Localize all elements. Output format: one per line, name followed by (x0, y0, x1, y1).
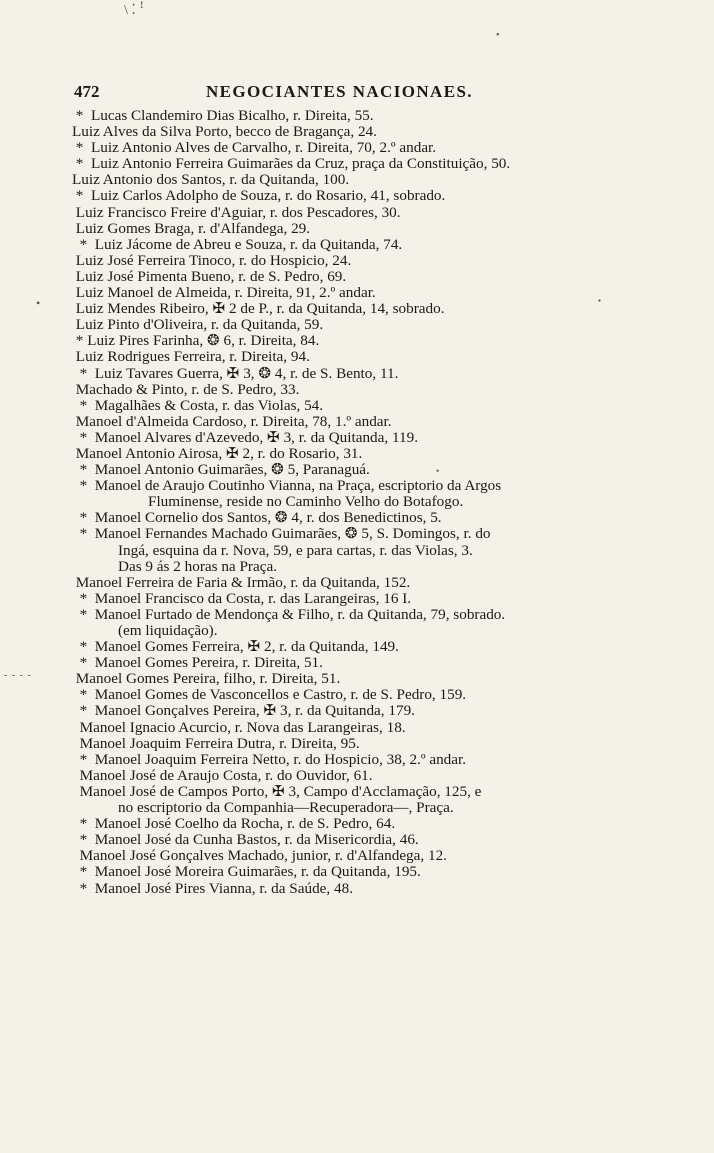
merchant-entry (72, 269, 672, 285)
merchant-entry (72, 253, 672, 269)
merchant-entry (72, 703, 672, 719)
entry-text: * Manoel José da Cunha Bastos, r. da Misericordia, 46. (72, 831, 419, 849)
merchant-entry (72, 655, 672, 671)
entry-text: * Magalhães & Costa, r. das Violas, 54. (72, 396, 324, 414)
entry-text: * Luiz Jácome de Abreu e Souza, r. da Quitanda, 74. (72, 235, 403, 253)
entry-text: * Manoel Cornelio dos Santos, ❂ 4, r. dos Benedictinos, 5. (72, 509, 442, 527)
entry-text: * Manoel José Coelho da Rocha, r. de S. Pedro, 64. (72, 815, 396, 833)
entry-text: Manoel Gomes Pereira, filho, r. Direita, 51. (72, 670, 341, 688)
entry-text: Manoel d'Almeida Cardoso, r. Direita, 78, 1.º andar. (72, 412, 392, 430)
entry-text: * Manoel Francisco da Costa, r. das Larangeiras, 16 I. (72, 589, 412, 607)
entry-text: * Luiz Antonio Ferreira Guimarães da Cruz, praça da Constituição, 50. (72, 155, 511, 173)
merchant-entry (72, 108, 672, 124)
entry-text: * Manoel Gomes Pereira, r. Direita, 51. (72, 654, 323, 672)
entry-text: * Manoel Gomes Ferreira, ✠ 2, r. da Quitanda, 149. (72, 638, 399, 656)
merchant-entry (72, 366, 672, 382)
merchant-entry (72, 607, 672, 623)
merchant-entry (72, 687, 672, 703)
entry-text: * Luiz Carlos Adolpho de Souza, r. do Rosario, 41, sobrado. (72, 187, 446, 205)
merchant-entry (72, 333, 672, 349)
entry-text: Luiz Pinto d'Oliveira, r. da Quitanda, 59. (72, 316, 324, 334)
entry-text: Machado & Pinto, r. de S. Pedro, 33. (72, 380, 300, 398)
ink-dot: ▪ (598, 296, 601, 305)
merchant-list (72, 108, 672, 897)
merchant-entry (72, 881, 672, 897)
merchant-entry (72, 478, 672, 494)
entry-text: Luiz Antonio dos Santos, r. da Quitanda, 100. (72, 171, 350, 189)
merchant-entry (72, 832, 672, 848)
entry-text: Fluminense, reside no Caminho Velho do Botafogo. (148, 493, 464, 511)
merchant-entry (72, 124, 672, 140)
entry-text: * Manoel Gomes de Vasconcellos e Castro, r. de S. Pedro, 159. (72, 686, 467, 704)
entry-text: Luiz Francisco Freire d'Aguiar, r. dos Pescadores, 30. (72, 203, 401, 221)
ink-dot: • (36, 296, 41, 310)
entry-text: (em liquidação). (118, 622, 218, 639)
running-title: NEGOCIANTES NACIONAES. (206, 82, 473, 101)
merchant-entry (72, 864, 672, 880)
entry-text: Manoel Ignacio Acurcio, r. Nova das Larangeiras, 18. (72, 718, 406, 736)
ink-dot: • (436, 466, 440, 476)
merchant-entry (72, 462, 672, 478)
page-number: 472 (74, 82, 100, 101)
entry-continuation-line (72, 559, 672, 575)
entry-text: Das 9 ás 2 horas na Praça. (118, 557, 277, 575)
entry-text: Luiz Gomes Braga, r. d'Alfandega, 29. (72, 219, 311, 237)
ink-dot: • (496, 30, 500, 41)
entry-text: Manoel Ferreira de Faria & Irmão, r. da Quitanda, 152. (72, 573, 411, 591)
page-header (74, 82, 634, 104)
entry-text: Manoel José de Araujo Costa, r. do Ouvidor, 61. (72, 766, 373, 784)
entry-continuation-line (72, 494, 672, 510)
merchant-entry (72, 510, 672, 526)
entry-text: * Lucas Clandemiro Dias Bicalho, r. Direita, 55. (72, 107, 374, 124)
entry-text: Manoel Antonio Airosa, ✠ 2, r. do Rosario, 31. (72, 444, 363, 462)
entry-text: * Manoel Joaquim Ferreira Netto, r. do Hospicio, 38, 2.º andar. (72, 750, 467, 768)
merchant-entry (72, 317, 672, 333)
merchant-entry (72, 816, 672, 832)
entry-text: Ingá, esquina da r. Nova, 59, e para cartas, r. das Violas, 3. (118, 541, 473, 559)
merchant-entry (72, 446, 672, 462)
entry-text: * Luiz Antonio Alves de Carvalho, r. Direita, 70, 2.º andar. (72, 139, 437, 157)
merchant-entry (72, 591, 672, 607)
merchant-entry (72, 221, 672, 237)
merchant-entry (72, 205, 672, 221)
merchant-entry (72, 430, 672, 446)
entry-text: Luiz José Ferreira Tinoco, r. do Hospicio, 24. (72, 251, 352, 269)
merchant-entry (72, 301, 672, 317)
merchant-entry (72, 526, 672, 542)
merchant-entry (72, 172, 672, 188)
entry-text: * Manoel Antonio Guimarães, ❂ 5, Paranaguá. (72, 461, 370, 479)
entry-text: Luiz Manoel de Almeida, r. Direita, 91, 2.º andar. (72, 284, 376, 302)
merchant-entry (72, 720, 672, 736)
merchant-entry (72, 768, 672, 784)
entry-text: * Luiz Tavares Guerra, ✠ 3, ❂ 4, r. de S. Bento, 11. (72, 364, 399, 382)
entry-text: Luiz Mendes Ribeiro, ✠ 2 de P., r. da Quitanda, 14, sobrado. (72, 300, 445, 318)
entry-text: no escriptorio da Companhia—Recuperadora—, Praça. (118, 799, 454, 817)
entry-text: * Manoel José Pires Vianna, r. da Saúde, 48. (72, 879, 353, 897)
entry-continuation-line (72, 623, 672, 639)
entry-continuation-line (72, 800, 672, 816)
merchant-entry (72, 140, 672, 156)
merchant-entry (72, 784, 672, 800)
merchant-entry (72, 285, 672, 301)
entry-text: Manoel José Gonçalves Machado, junior, r. d'Alfandega, 12. (72, 847, 447, 865)
merchant-entry (72, 736, 672, 752)
ink-smudge: \ ⁚ ꜝ (124, 3, 145, 18)
entry-text: * Manoel Gonçalves Pereira, ✠ 3, r. da Quitanda, 179. (72, 702, 415, 720)
merchant-entry (72, 188, 672, 204)
merchant-entry (72, 639, 672, 655)
entry-text: * Manoel José Moreira Guimarães, r. da Quitanda, 195. (72, 863, 421, 881)
entry-text: * Manoel Alvares d'Azevedo, ✠ 3, r. da Quitanda, 119. (72, 428, 418, 446)
entry-text: Luiz Rodrigues Ferreira, r. Direita, 94. (72, 348, 310, 366)
entry-text: * Manoel Fernandes Machado Guimarães, ❂ 5, S. Domingos, r. do (72, 525, 491, 543)
entry-text: * Manoel de Araujo Coutinho Vianna, na Praça, escriptorio da Argos (72, 477, 502, 495)
merchant-entry (72, 382, 672, 398)
merchant-entry (72, 752, 672, 768)
entry-text: * Luiz Pires Farinha, ❂ 6, r. Direita, 84. (72, 332, 320, 350)
merchant-entry (72, 398, 672, 414)
entry-text: Luiz José Pimenta Bueno, r. de S. Pedro, 69. (72, 267, 347, 285)
merchant-entry (72, 848, 672, 864)
merchant-entry (72, 349, 672, 365)
entry-text: Manoel José de Campos Porto, ✠ 3, Campo d'Acclamação, 125, e (72, 782, 482, 800)
merchant-entry (72, 671, 672, 687)
merchant-entry (72, 156, 672, 172)
entry-continuation-line (72, 543, 672, 559)
merchant-entry (72, 237, 672, 253)
merchant-entry (72, 414, 672, 430)
entry-text: * Manoel Furtado de Mendonça & Filho, r. da Quitanda, 79, sobrado. (72, 605, 506, 623)
margin-dashes: - - - - (4, 670, 32, 681)
entry-text: Manoel Joaquim Ferreira Dutra, r. Direita, 95. (72, 734, 360, 752)
merchant-entry (72, 575, 672, 591)
entry-text: Luiz Alves da Silva Porto, becco de Bragança, 24. (72, 123, 377, 141)
